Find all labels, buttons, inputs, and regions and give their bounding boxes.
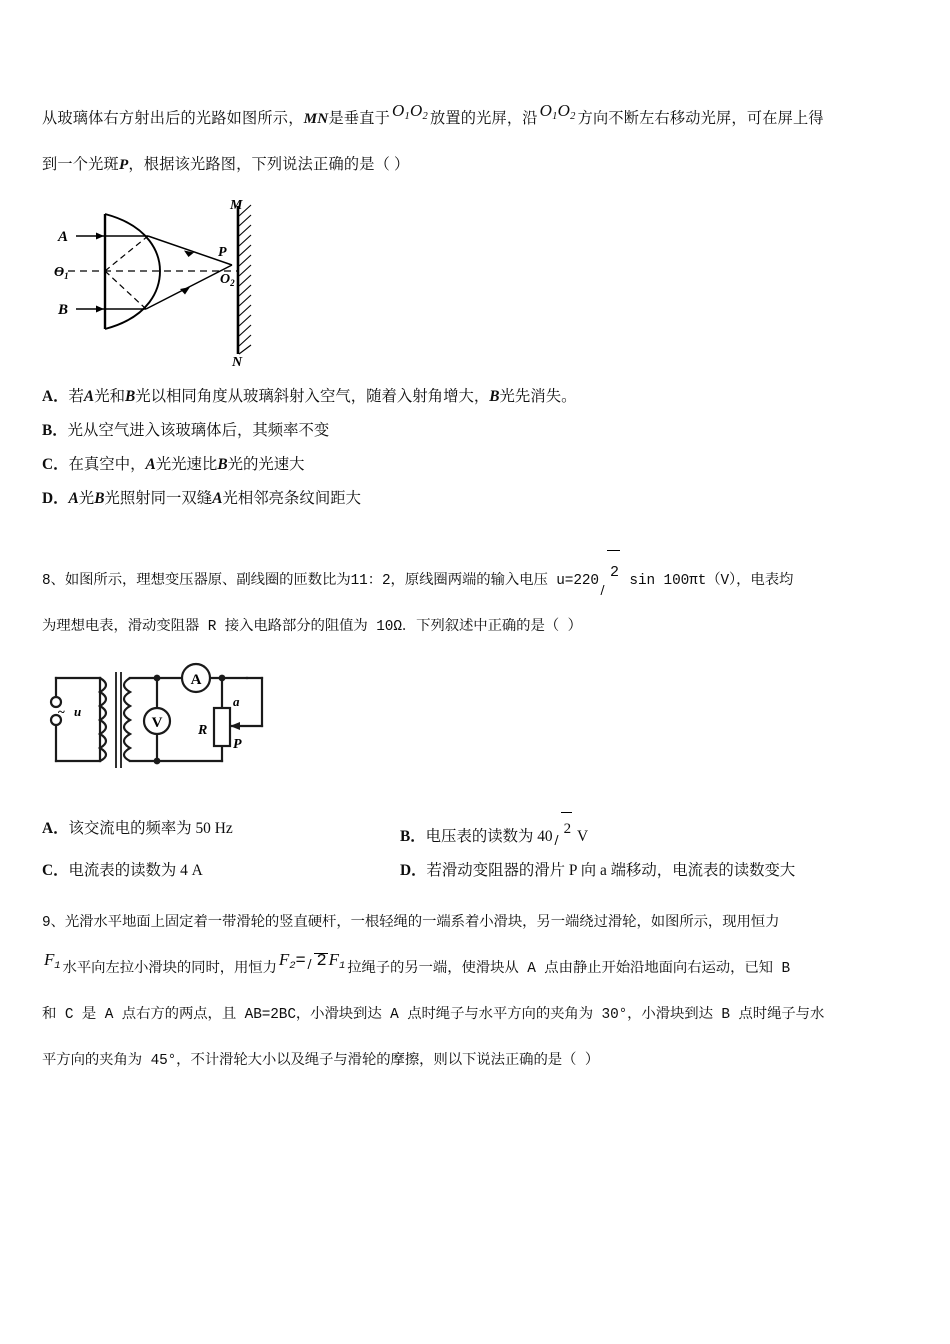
question-9-stem-line3: [42, 992, 908, 1038]
label-axis-o1: $O_1$: [54, 265, 69, 281]
axis-o2-letter: O: [409, 101, 423, 120]
question-8-stem: [42, 550, 908, 604]
slider-arrow-head: [230, 722, 240, 730]
voltmeter-label: V: [151, 715, 163, 731]
q9-line2-suffix: 拉绳子的另一端，使滑块从 A 点由静止开始沿地面向右运动，已知 B: [347, 961, 791, 977]
q7-spot-label-p: P: [118, 156, 129, 173]
q7-option-c-pre: 在真空中，: [68, 456, 146, 473]
q7-mn-label: MN: [303, 110, 329, 127]
junction-dot-bottom-left: [154, 758, 161, 765]
q8-options-row-2: [42, 854, 908, 888]
sqrt-radicand-q8: 2: [609, 564, 619, 581]
rheostat-label-r: R: [198, 723, 208, 738]
q7-option-b-label: B．: [42, 422, 68, 439]
q7-option-c[interactable]: [42, 448, 908, 482]
axis-o1-subscript: 1: [404, 111, 410, 123]
q7-option-b[interactable]: [42, 414, 908, 448]
q7-option-c-mid2: 光的光速大: [227, 456, 305, 473]
ac-symbol: ~: [58, 704, 65, 719]
label-screen-m: M: [230, 198, 243, 213]
q8-option-b-label: B．: [400, 828, 426, 845]
q7-line2-suffix: ，根据该光路图，下列说法正确的是（ ）: [128, 156, 410, 173]
q8-option-c-label: C．: [42, 862, 69, 879]
q8-option-a-label: A．: [42, 820, 69, 837]
optics-figure-container: [42, 194, 908, 374]
q9-f1-subscript: 1: [54, 960, 61, 973]
question-8-options: [42, 812, 908, 888]
q8-option-b[interactable]: [400, 812, 908, 854]
q8-stem-part-b: sin 100πt（V），电表均: [629, 573, 794, 589]
q7-stem-part4: 方向不断左右移动光屏，可在屏上得: [577, 110, 824, 127]
q7-option-a-var-b2: B: [489, 388, 500, 405]
q8-option-c-text: 电流表的读数为 4 A: [68, 862, 203, 879]
q9-line2-prefix: 水平向左拉小滑块的同时，用恒力: [62, 961, 277, 977]
label-ray-a: A: [58, 229, 69, 245]
label-spot-p: P: [218, 245, 227, 260]
q9-line3-text: 和 C 是 A 点右方的两点，且 AB=2BC，小滑块到达 A 点时绳子与水平方向的夹角为 30°，小滑块到达 B 点时绳子与水: [42, 1007, 825, 1023]
q7-option-a-pre: 若: [68, 388, 84, 405]
transformer-figure-container: [42, 656, 908, 806]
q8-option-d-label: D．: [400, 862, 427, 879]
arrow-ray-b: [96, 306, 104, 313]
arrow-ray-a: [96, 233, 104, 240]
q9-equals-sign: =: [295, 952, 306, 971]
q7-option-a-var-a: A: [83, 388, 95, 405]
terminal-label-a: a: [233, 694, 240, 709]
question-8-stem-line2: [42, 604, 908, 650]
source-label-u: u: [74, 704, 82, 719]
q7-axis-notation-1: [392, 102, 428, 123]
q7-line2-prefix: 到一个光斑: [42, 156, 119, 173]
q7-option-d-label: D．: [42, 490, 69, 507]
q7-stem-part2: 是垂直于: [328, 110, 391, 127]
q8-option-d-text: 若滑动变阻器的滑片 P 向 a 端移动，电流表的读数变大: [426, 862, 796, 879]
q8-option-b-sqrt-group: [553, 812, 574, 846]
q7-option-c-var-b: B: [217, 456, 228, 473]
question-7-stem-line2: [42, 142, 908, 188]
junction-dot-top-right: [219, 675, 226, 682]
q8-option-a-text: 该交流电的频率为 50 Hz: [68, 820, 233, 837]
axis2-o2-subscript: 2: [570, 111, 576, 123]
label-screen-n: N: [232, 355, 243, 369]
label-ray-b: B: [58, 302, 69, 318]
axis2-o2-letter: O: [557, 101, 571, 120]
primary-coil: [100, 678, 106, 761]
sqrt-radicand-q9: 2: [316, 952, 327, 971]
q7-option-d-var-b: B: [94, 490, 105, 507]
junction-dot-top-left: [154, 675, 161, 682]
q7-option-a-mid2: 光以相同角度从玻璃斜射入空气，随着入射角增大，: [135, 388, 490, 405]
q9-line1-text: 9、光滑水平地面上固定着一带滑轮的竖直硬杆，一根轻绳的一端系着小滑块，另一端绕过滑轮，如图所示，现用恒力: [42, 915, 780, 931]
q7-option-a-var-b: B: [124, 388, 136, 405]
axis2-o1-letter: O: [539, 101, 553, 120]
q9-force-f1: [44, 951, 61, 972]
spacer-after-q7: [42, 516, 908, 550]
question-7-stem: [42, 96, 908, 142]
normal-dashed-upper: [105, 236, 148, 271]
question-7-options: [42, 380, 908, 516]
q7-option-d-var-a: A: [68, 490, 79, 507]
q9-f1b-subscript: 1: [338, 960, 346, 973]
sqrt-symbol-q9: [307, 953, 328, 970]
q8-option-b-pre: 电压表的读数为 40: [425, 828, 553, 845]
secondary-coil: [124, 678, 130, 761]
q9-force-equation: [279, 951, 345, 972]
rheostat-body: [214, 708, 230, 746]
q7-stem-part3: 放置的光屏，沿: [429, 110, 538, 127]
spacer-after-q8: [42, 888, 908, 900]
question-9-stem-line1: [42, 900, 908, 946]
page-content: [42, 96, 908, 1084]
label-axis-o2: $O_2$: [220, 272, 235, 288]
question-9-stem-line2: [42, 946, 908, 992]
transformer-circuit-diagram: [42, 656, 292, 801]
q7-option-b-text: 光从空气进入该玻璃体后，其频率不变: [67, 422, 330, 439]
q8-stem-part-a: 8、如图所示，理想变压器原、副线圈的匝数比为11：2，原线圈两端的输入电压 u=220: [42, 573, 599, 589]
sqrt-symbol-q8: [600, 550, 620, 596]
q8-option-d[interactable]: [400, 854, 908, 888]
q7-option-a-mid1: 光和: [94, 388, 125, 405]
q7-option-d-mid2: 光照射同一双缝: [104, 490, 213, 507]
optics-refraction-diagram: [42, 194, 302, 369]
screen-hatching: [239, 205, 251, 354]
q7-option-c-var-a: A: [145, 456, 156, 473]
q9-f1-letter: F: [44, 950, 55, 969]
q9-f2-subscript: 2: [289, 960, 296, 973]
q7-stem-part1: 从玻璃体右方射出后的光路如图所示，: [42, 110, 304, 127]
q7-option-d-var-b2: A: [212, 490, 223, 507]
q8-option-a[interactable]: [42, 812, 400, 854]
axis-o1-letter: O: [392, 101, 405, 120]
q7-option-d-tail: 光相邻亮条纹间距大: [222, 490, 361, 507]
q8-option-c[interactable]: [42, 854, 400, 888]
q8-sqrt-group: [599, 550, 621, 596]
q7-option-d[interactable]: [42, 482, 908, 516]
q7-option-a-label: A．: [42, 388, 69, 405]
q8-option-b-post: V: [577, 828, 589, 845]
axis-o2-subscript: 2: [422, 111, 428, 123]
sqrt-radicand-option-b: 2: [563, 821, 572, 837]
q9-line4-text: 平方向的夹角为 45°，不计滑轮大小以及绳子与滑轮的摩擦，则以下说法正确的是（ ）: [42, 1053, 600, 1069]
q7-axis-notation-2: [540, 102, 576, 123]
q8-stem-line2-text: 为理想电表，滑动变阻器 R 接入电路部分的阻值为 10Ω．下列叙述中正确的是（ ）: [42, 619, 582, 635]
axis2-o1-subscript: 1: [552, 111, 558, 123]
slider-label-p: P: [233, 737, 242, 752]
q7-option-c-label: C．: [42, 456, 69, 473]
q7-option-d-mid1: 光: [78, 490, 95, 507]
sqrt-symbol-option-b: [554, 812, 573, 846]
q9-f1b-letter: F: [328, 950, 339, 969]
ammeter-label: A: [190, 672, 202, 688]
normal-dashed-lower: [105, 271, 146, 309]
q7-option-a[interactable]: [42, 380, 908, 414]
q9-f2-letter: F: [278, 950, 290, 969]
q7-option-c-mid1: 光光速比: [155, 456, 218, 473]
q8-options-row-1: [42, 812, 908, 854]
question-9-stem-line4: [42, 1038, 908, 1084]
q7-option-a-tail: 光先消失。: [499, 388, 577, 405]
